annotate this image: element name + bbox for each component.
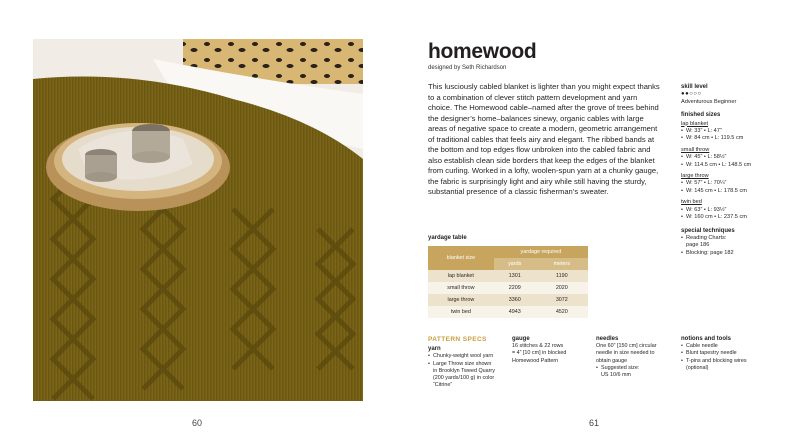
cell-size: twin bed <box>428 306 494 318</box>
size-name: lap blanket <box>681 120 709 127</box>
yarn-spec <box>428 336 508 389</box>
col-meters: meters <box>536 258 588 270</box>
needles-line: One 60” [150 cm] circular <box>596 343 657 350</box>
needles-heading: needles <box>596 336 619 342</box>
cell-size: small throw <box>428 282 494 294</box>
size-metric: • W: 114.5 cm • L: 148.5 cm <box>681 162 779 169</box>
blanket-photo-illustration <box>33 39 363 401</box>
yarn-item: • Large Throw size shown <box>428 361 508 368</box>
yarn-item-cont: in Brooklyn Tweed Quarry <box>433 367 495 374</box>
yardage-heading: yardage table <box>428 235 467 241</box>
pattern-specs-label: PATTERN SPECS <box>428 336 487 343</box>
cell-meters: 4520 <box>536 306 588 318</box>
col-yards: yards <box>494 258 536 270</box>
needles-spec <box>596 336 678 379</box>
yarn-item-cont: “Citrine” <box>433 382 453 389</box>
needles-item-cont: US 10/6 mm <box>601 372 631 379</box>
cell-yards: 2209 <box>494 282 536 294</box>
sizes-heading: finished sizes <box>681 112 721 119</box>
cell-size: large throw <box>428 294 494 306</box>
yarn-heading: yarn <box>428 346 441 353</box>
cell-yards: 1301 <box>494 270 536 282</box>
size-name: small throw <box>681 146 710 153</box>
needles-line: needle in size needed to <box>596 350 655 357</box>
notions-item: • T-pins and blocking wires <box>681 358 781 365</box>
size-name: large throw <box>681 173 709 180</box>
yarn-item: • Chunky-weight wool yarn <box>428 353 508 360</box>
size-metric: • W: 160 cm • L: 237.5 cm <box>681 214 779 221</box>
technique-item: • Blocking: page 182 <box>681 250 779 257</box>
size-imperial: • W: 63” • L: 93½” <box>681 207 779 214</box>
gauge-line: Homewood Pattern <box>512 357 559 364</box>
page-number-left: 60 <box>192 418 203 428</box>
table-row <box>428 282 588 294</box>
notions-spec <box>681 336 781 372</box>
pattern-sidebar <box>681 84 779 257</box>
gauge-spec <box>512 336 592 365</box>
col-yardage-required: yardage required <box>494 246 588 258</box>
yardage-table <box>428 246 588 318</box>
table-row <box>428 306 588 318</box>
intro-paragraph: This lusciously cabled blanket is lighter than you might expect thanks to a combination of clever stitch pattern development and yarn choice. The Homewood cable–named after the grove of trees behind the designer’s home–balances sinewy, organic cables with large areas of negative space to create a modern, geometric arrangement of traditional cables that feels airy and elegant. The ribbed bands at the bottom and top edges flow unbroken into the cabled fabric and also establish clean side borders that keep the edges of the blanket from curling. Worked in a lofty, woolen-spun yarn at a chunky gauge, the fabric is surprisingly light and airy while still having the sturdy, substantial presence of a classic fisherman’s sweater. <box>428 82 660 196</box>
notions-item: • Blunt tapestry needle <box>681 350 781 357</box>
size-metric: • W: 145 cm • L: 178.5 cm <box>681 188 779 195</box>
size-imperial: • W: 33” • L: 47” <box>681 128 779 135</box>
needles-item: • Suggested size: <box>596 365 678 372</box>
table-row <box>428 294 588 306</box>
skill-heading: skill level <box>681 84 708 90</box>
page-title: homewood <box>428 40 537 63</box>
techniques-heading: special techniques <box>681 227 735 234</box>
technique-item-cont: page 186 <box>686 242 710 249</box>
notions-item: • Cable needle <box>681 343 781 350</box>
gauge-heading: gauge <box>512 336 530 342</box>
page-number-right: 61 <box>589 418 600 428</box>
blanket-photo <box>33 39 363 401</box>
notions-heading: notions and tools <box>681 336 731 342</box>
needles-line: obtain gauge <box>596 357 628 364</box>
byline: designed by Seth Richardson <box>428 65 507 71</box>
table-row <box>428 270 588 282</box>
gauge-line: 16 stitches & 22 rows <box>512 343 564 350</box>
yarn-item-cont: (200 yards/100 g) in color <box>433 375 495 382</box>
cell-yards: 4943 <box>494 306 536 318</box>
size-imperial: • W: 45” • L: 58½” <box>681 154 779 161</box>
size-name: twin bed <box>681 199 702 206</box>
col-blanket-size: blanket size <box>428 246 494 270</box>
notions-item-cont: (optional) <box>686 364 709 371</box>
skill-stars: ●●○○○ <box>681 91 702 98</box>
gauge-line: = 4” [10 cm] in blocked <box>512 350 567 357</box>
technique-item: • Reading Charts: <box>681 235 779 242</box>
skill-value: Adventurous Beginner <box>681 98 737 105</box>
cell-meters: 3072 <box>536 294 588 306</box>
size-imperial: • W: 57” • L: 70¼” <box>681 180 779 187</box>
cell-yards: 3360 <box>494 294 536 306</box>
size-metric: • W: 84 cm • L: 119.5 cm <box>681 135 779 142</box>
cell-meters: 1190 <box>536 270 588 282</box>
cell-meters: 2020 <box>536 282 588 294</box>
cell-size: lap blanket <box>428 270 494 282</box>
